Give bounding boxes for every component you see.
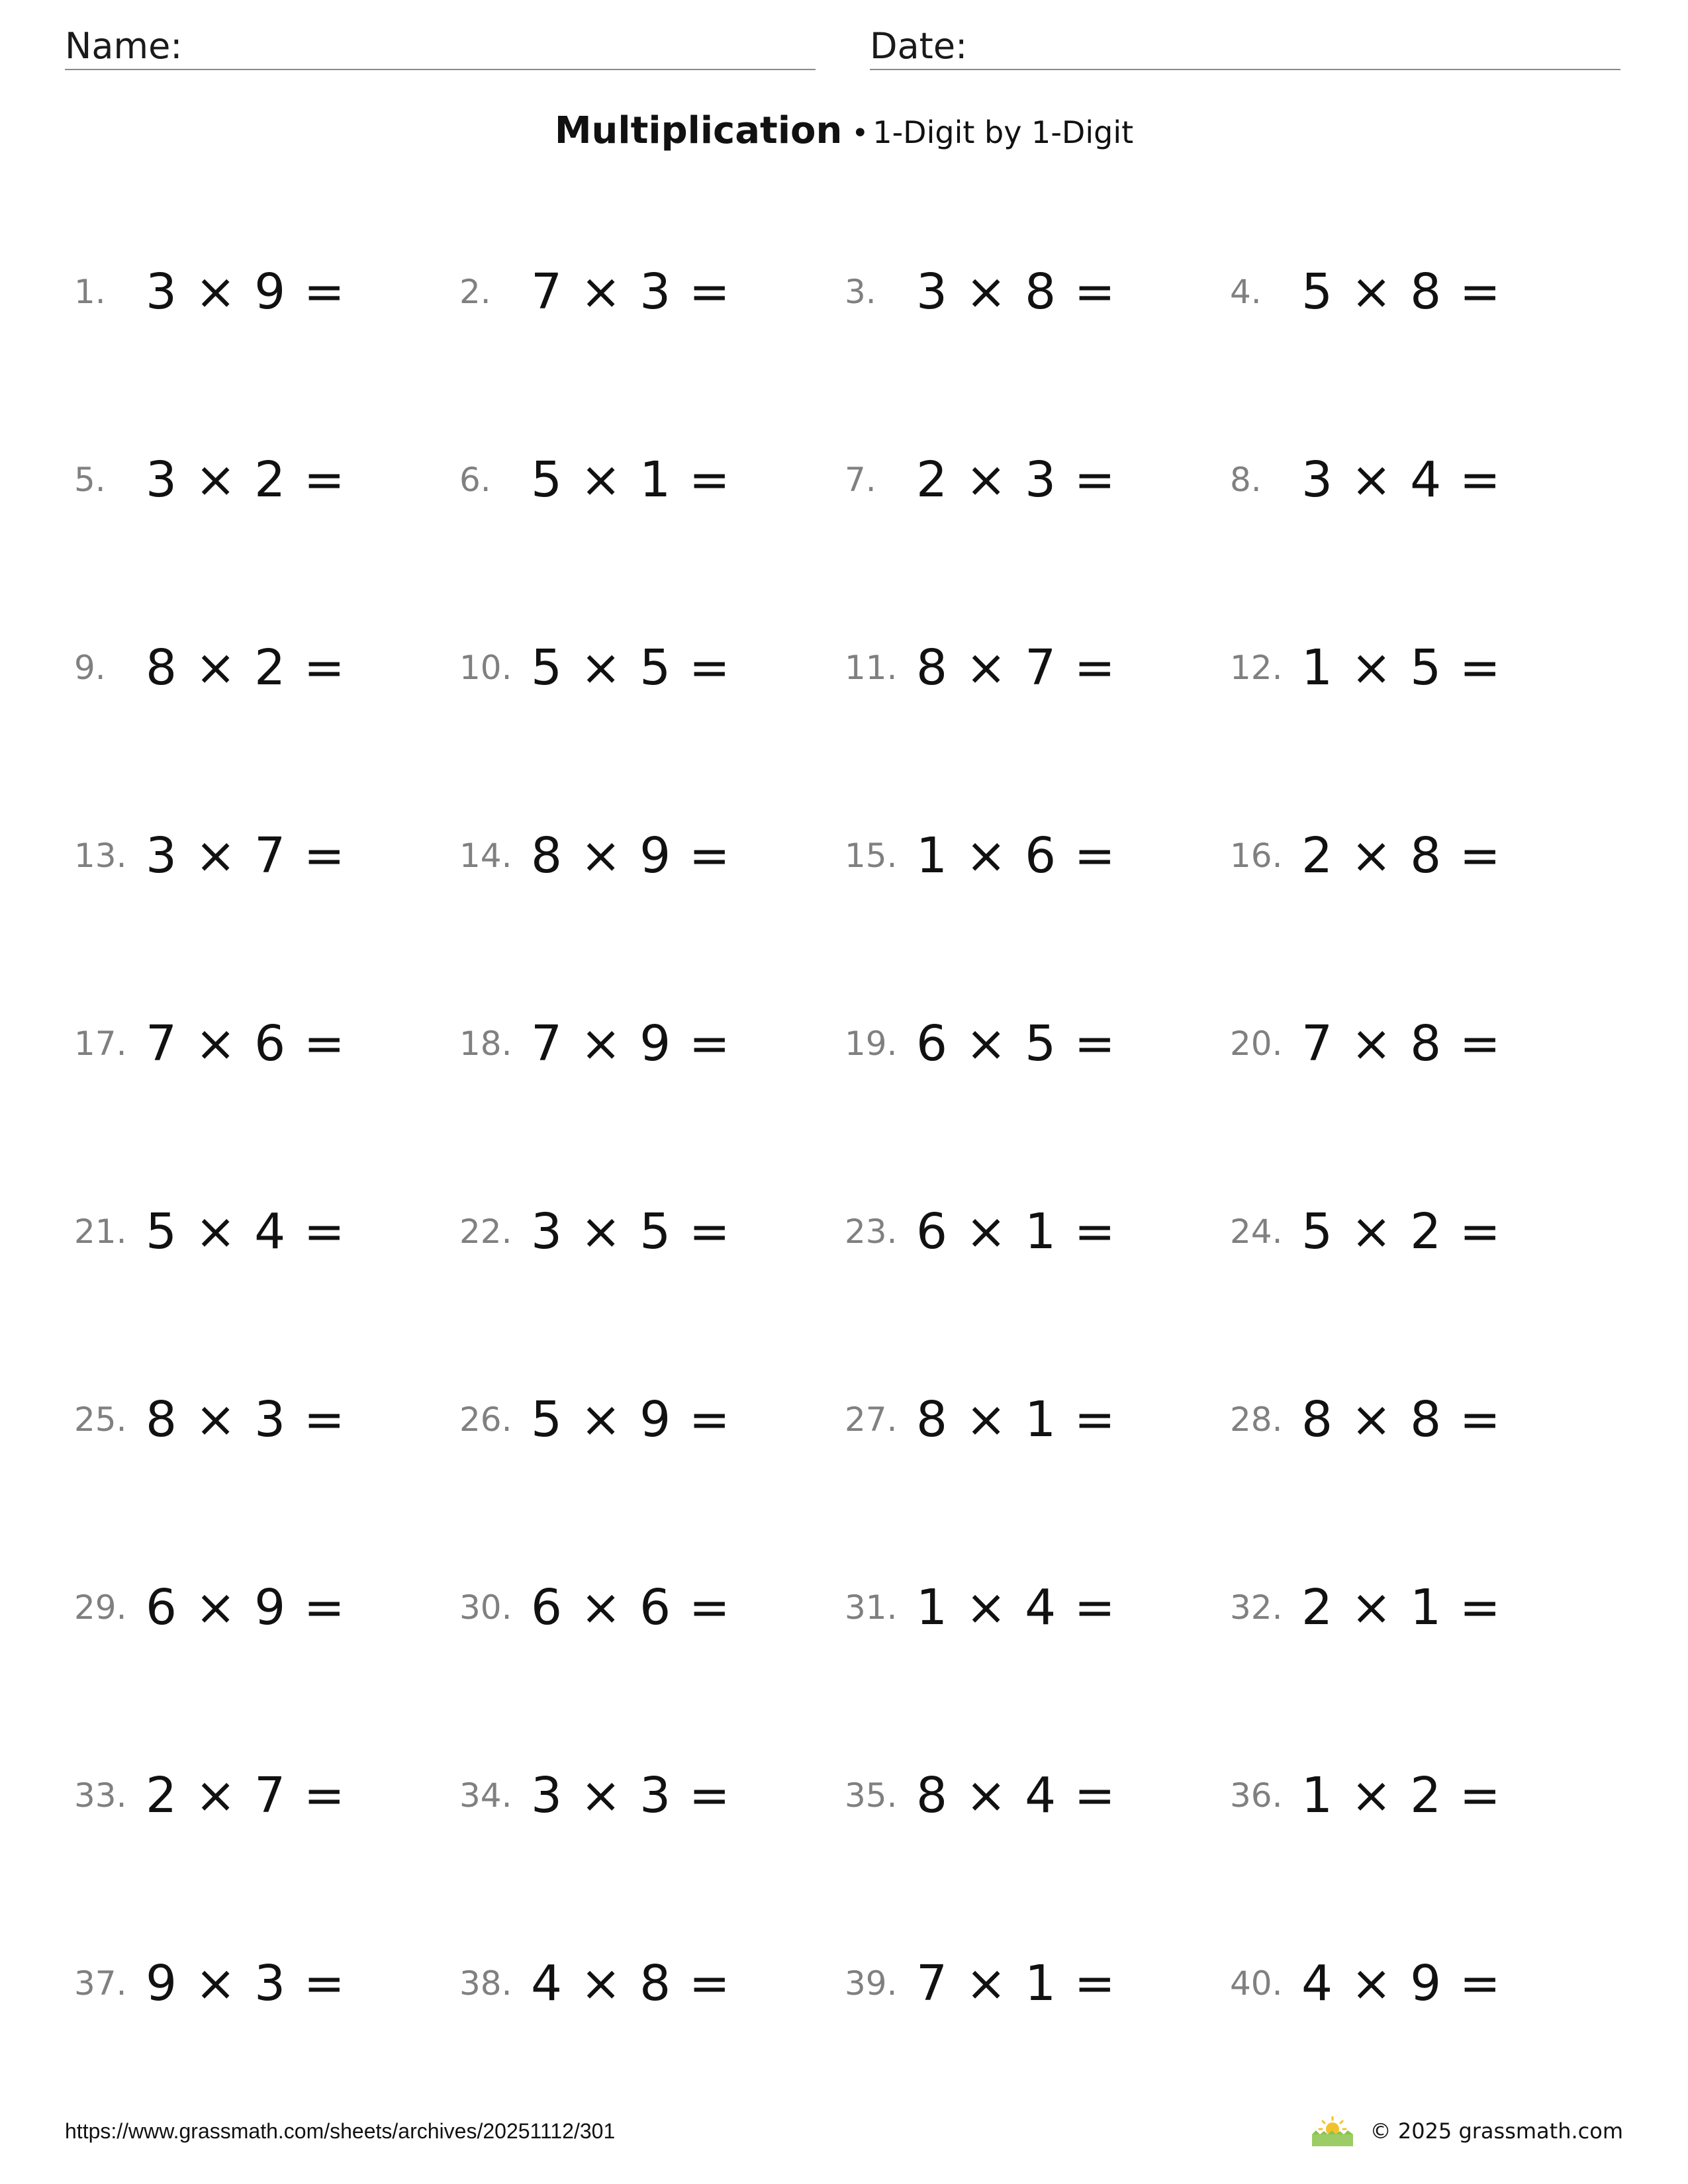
problem-item (845, 1943, 1117, 2023)
problem-number: 13. (74, 836, 127, 875)
problem-item (845, 1191, 1117, 1271)
problem-item (845, 1003, 1117, 1083)
problem-expression: 8 × 8 = (1301, 1390, 1502, 1448)
problem-number: 38. (459, 1964, 512, 2003)
problem-number: 20. (1230, 1024, 1283, 1063)
problem-item (459, 251, 731, 331)
problem-item (74, 1191, 346, 1271)
name-label: Name: (65, 25, 183, 67)
date-label: Date: (870, 25, 968, 67)
problem-item (845, 1567, 1117, 1647)
problem-number: 5. (74, 460, 106, 499)
problem-expression: 8 × 2 = (146, 639, 346, 696)
problem-expression: 5 × 2 = (1301, 1203, 1502, 1260)
problem-expression: 8 × 7 = (916, 639, 1117, 696)
problem-item (459, 439, 731, 519)
problem-item (1230, 1191, 1502, 1271)
problem-expression: 8 × 3 = (146, 1390, 346, 1448)
grass-sun-logo-icon (1309, 2115, 1356, 2148)
problem-item (74, 1755, 346, 1835)
problem-item (459, 1379, 731, 1459)
problem-number: 35. (845, 1776, 898, 1815)
problem-number: 23. (845, 1212, 898, 1251)
problem-item (459, 1567, 731, 1647)
problem-number: 31. (845, 1588, 898, 1627)
problem-number: 37. (74, 1964, 127, 2003)
problem-expression: 5 × 4 = (146, 1203, 346, 1260)
problem-item (845, 439, 1117, 519)
problem-number: 14. (459, 836, 512, 875)
problem-expression: 1 × 5 = (1301, 639, 1502, 696)
problem-expression: 9 × 3 = (146, 1954, 346, 2012)
problem-expression: 8 × 9 = (531, 827, 731, 884)
problem-number: 27. (845, 1400, 898, 1439)
problem-expression: 7 × 1 = (916, 1954, 1117, 2012)
problem-expression: 5 × 8 = (1301, 263, 1502, 320)
problem-expression: 3 × 3 = (531, 1766, 731, 1824)
problem-item (74, 815, 346, 895)
problem-item (74, 1003, 346, 1083)
footer-copyright: © 2025 grassmath.com (1370, 2118, 1623, 2144)
problem-number: 6. (459, 460, 491, 499)
problem-item (74, 1567, 346, 1647)
problem-item (1230, 815, 1502, 895)
problem-expression: 6 × 1 = (916, 1203, 1117, 1260)
problem-item (845, 251, 1117, 331)
problem-number: 9. (74, 648, 106, 687)
problem-item (74, 627, 346, 707)
problem-expression: 2 × 3 = (916, 451, 1117, 508)
problem-number: 16. (1230, 836, 1283, 875)
problem-number: 24. (1230, 1212, 1283, 1251)
problem-item (845, 1755, 1117, 1835)
problem-item (459, 1755, 731, 1835)
problem-number: 21. (74, 1212, 127, 1251)
problem-number: 3. (845, 272, 876, 311)
problem-item (1230, 1567, 1502, 1647)
problem-expression: 8 × 1 = (916, 1390, 1117, 1448)
title-subtitle: 1-Digit by 1-Digit (872, 114, 1134, 150)
problem-item (845, 627, 1117, 707)
problem-expression: 4 × 8 = (531, 1954, 731, 2012)
problem-number: 25. (74, 1400, 127, 1439)
problem-number: 18. (459, 1024, 512, 1063)
problem-number: 17. (74, 1024, 127, 1063)
problem-item (459, 627, 731, 707)
problem-item (1230, 1379, 1502, 1459)
problem-number: 22. (459, 1212, 512, 1251)
problem-item (74, 251, 346, 331)
problem-item (74, 1379, 346, 1459)
problem-number: 28. (1230, 1400, 1283, 1439)
problem-expression: 5 × 5 = (531, 639, 731, 696)
problem-expression: 7 × 6 = (146, 1015, 346, 1072)
problem-item (74, 1943, 346, 2023)
problem-expression: 5 × 1 = (531, 451, 731, 508)
problem-number: 30. (459, 1588, 512, 1627)
problem-item (459, 1003, 731, 1083)
problem-expression: 1 × 4 = (916, 1578, 1117, 1636)
problem-number: 4. (1230, 272, 1262, 311)
problem-expression: 7 × 9 = (531, 1015, 731, 1072)
title-main: Multiplication (554, 109, 843, 152)
problem-expression: 4 × 9 = (1301, 1954, 1502, 2012)
problem-expression: 8 × 4 = (916, 1766, 1117, 1824)
problem-expression: 6 × 6 = (531, 1578, 731, 1636)
problem-expression: 3 × 2 = (146, 451, 346, 508)
problem-number: 12. (1230, 648, 1283, 687)
problem-number: 15. (845, 836, 898, 875)
footer-url[interactable]: https://www.grassmath.com/sheets/archives/20251112/301 (65, 2119, 616, 2143)
footer-brand (1309, 2111, 1623, 2151)
problem-expression: 3 × 8 = (916, 263, 1117, 320)
problem-number: 32. (1230, 1588, 1283, 1627)
problem-number: 19. (845, 1024, 898, 1063)
problem-expression: 7 × 3 = (531, 263, 731, 320)
problem-item (845, 1379, 1117, 1459)
problem-item (1230, 439, 1502, 519)
problem-expression: 2 × 1 = (1301, 1578, 1502, 1636)
problem-item (1230, 627, 1502, 707)
problem-expression: 2 × 7 = (146, 1766, 346, 1824)
problem-item (1230, 1003, 1502, 1083)
problem-number: 26. (459, 1400, 512, 1439)
title-separator: • (851, 116, 869, 150)
problem-item (74, 439, 346, 519)
problem-expression: 5 × 9 = (531, 1390, 731, 1448)
problem-expression: 3 × 5 = (531, 1203, 731, 1260)
problem-expression: 7 × 8 = (1301, 1015, 1502, 1072)
problem-number: 34. (459, 1776, 512, 1815)
problem-item (459, 1943, 731, 2023)
problem-number: 2. (459, 272, 491, 311)
problem-expression: 1 × 6 = (916, 827, 1117, 884)
problem-number: 40. (1230, 1964, 1283, 2003)
problem-number: 11. (845, 648, 898, 687)
problem-number: 33. (74, 1776, 127, 1815)
problem-item (1230, 251, 1502, 331)
problem-expression: 1 × 2 = (1301, 1766, 1502, 1824)
problem-number: 1. (74, 272, 106, 311)
problem-item (1230, 1943, 1502, 2023)
problem-expression: 6 × 9 = (146, 1578, 346, 1636)
problem-expression: 3 × 4 = (1301, 451, 1502, 508)
problem-number: 39. (845, 1964, 898, 2003)
problem-expression: 3 × 7 = (146, 827, 346, 884)
problem-expression: 2 × 8 = (1301, 827, 1502, 884)
problem-item (459, 1191, 731, 1271)
problem-expression: 3 × 9 = (146, 263, 346, 320)
problem-number: 7. (845, 460, 876, 499)
problem-item (1230, 1755, 1502, 1835)
problem-number: 29. (74, 1588, 127, 1627)
problem-expression: 6 × 5 = (916, 1015, 1117, 1072)
problem-number: 8. (1230, 460, 1262, 499)
problem-item (459, 815, 731, 895)
problem-number: 10. (459, 648, 512, 687)
problem-number: 36. (1230, 1776, 1283, 1815)
problem-item (845, 815, 1117, 895)
